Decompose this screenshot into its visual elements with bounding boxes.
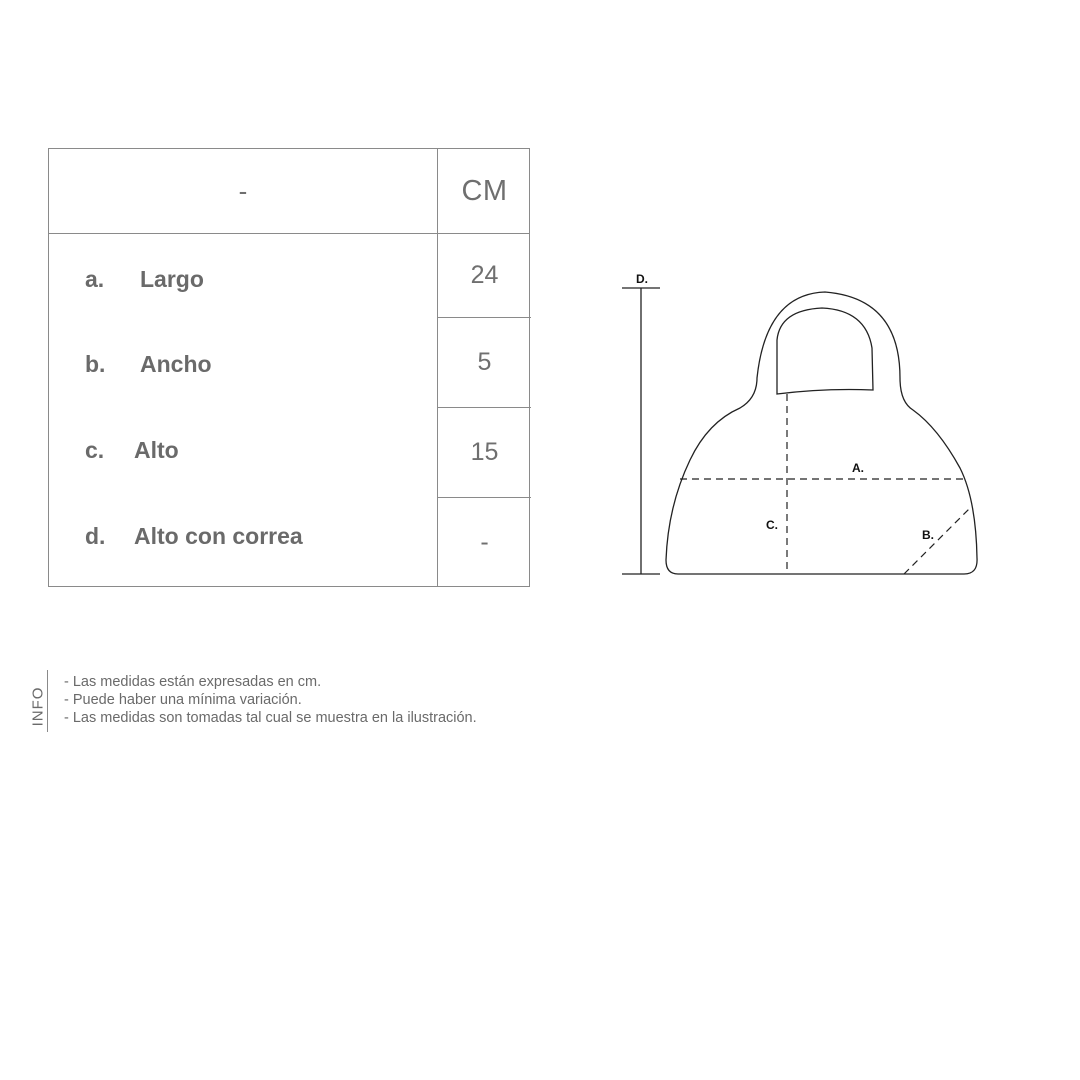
info-title: INFO [29,686,47,727]
label-c: C. [766,518,778,532]
label-d: D. [636,272,648,286]
row-label: Alto [134,436,179,463]
row-label: Largo [140,265,204,292]
info-note: - Las medidas son tomadas tal cual se muestra en la ilustración. [64,710,477,726]
size-table [48,148,530,587]
table-row-alto [85,426,179,474]
row-letter: d. [85,522,106,549]
bag-illustration [600,260,1000,600]
row-letter: b. [85,350,106,377]
row-label: Ancho [140,350,212,377]
table-row-ancho [85,340,212,388]
table-row-largo [85,255,204,303]
row-letter: c. [85,436,105,463]
row-value-alto-con-correa: - [480,528,489,556]
info-divider [47,670,48,732]
header-label: - [238,175,248,206]
row-value-largo: 24 [470,260,499,289]
row-letter: a. [85,265,105,292]
bag-diagram [600,260,1000,600]
unit-label: CM [461,174,508,207]
label-a: A. [852,461,864,475]
depth-dash-line [904,506,972,574]
info-note: - Puede haber una mínima variación. [64,692,302,708]
row-value-alto: 15 [470,438,499,466]
label-b: B. [922,528,934,542]
table-row-alto-con-correa [85,512,303,560]
bag-handle [777,308,873,394]
row-label: Alto con correa [134,522,303,549]
info-notes [64,673,477,727]
info-note: - Las medidas están expresadas en cm. [64,674,322,690]
row-value-ancho: 5 [477,348,492,376]
